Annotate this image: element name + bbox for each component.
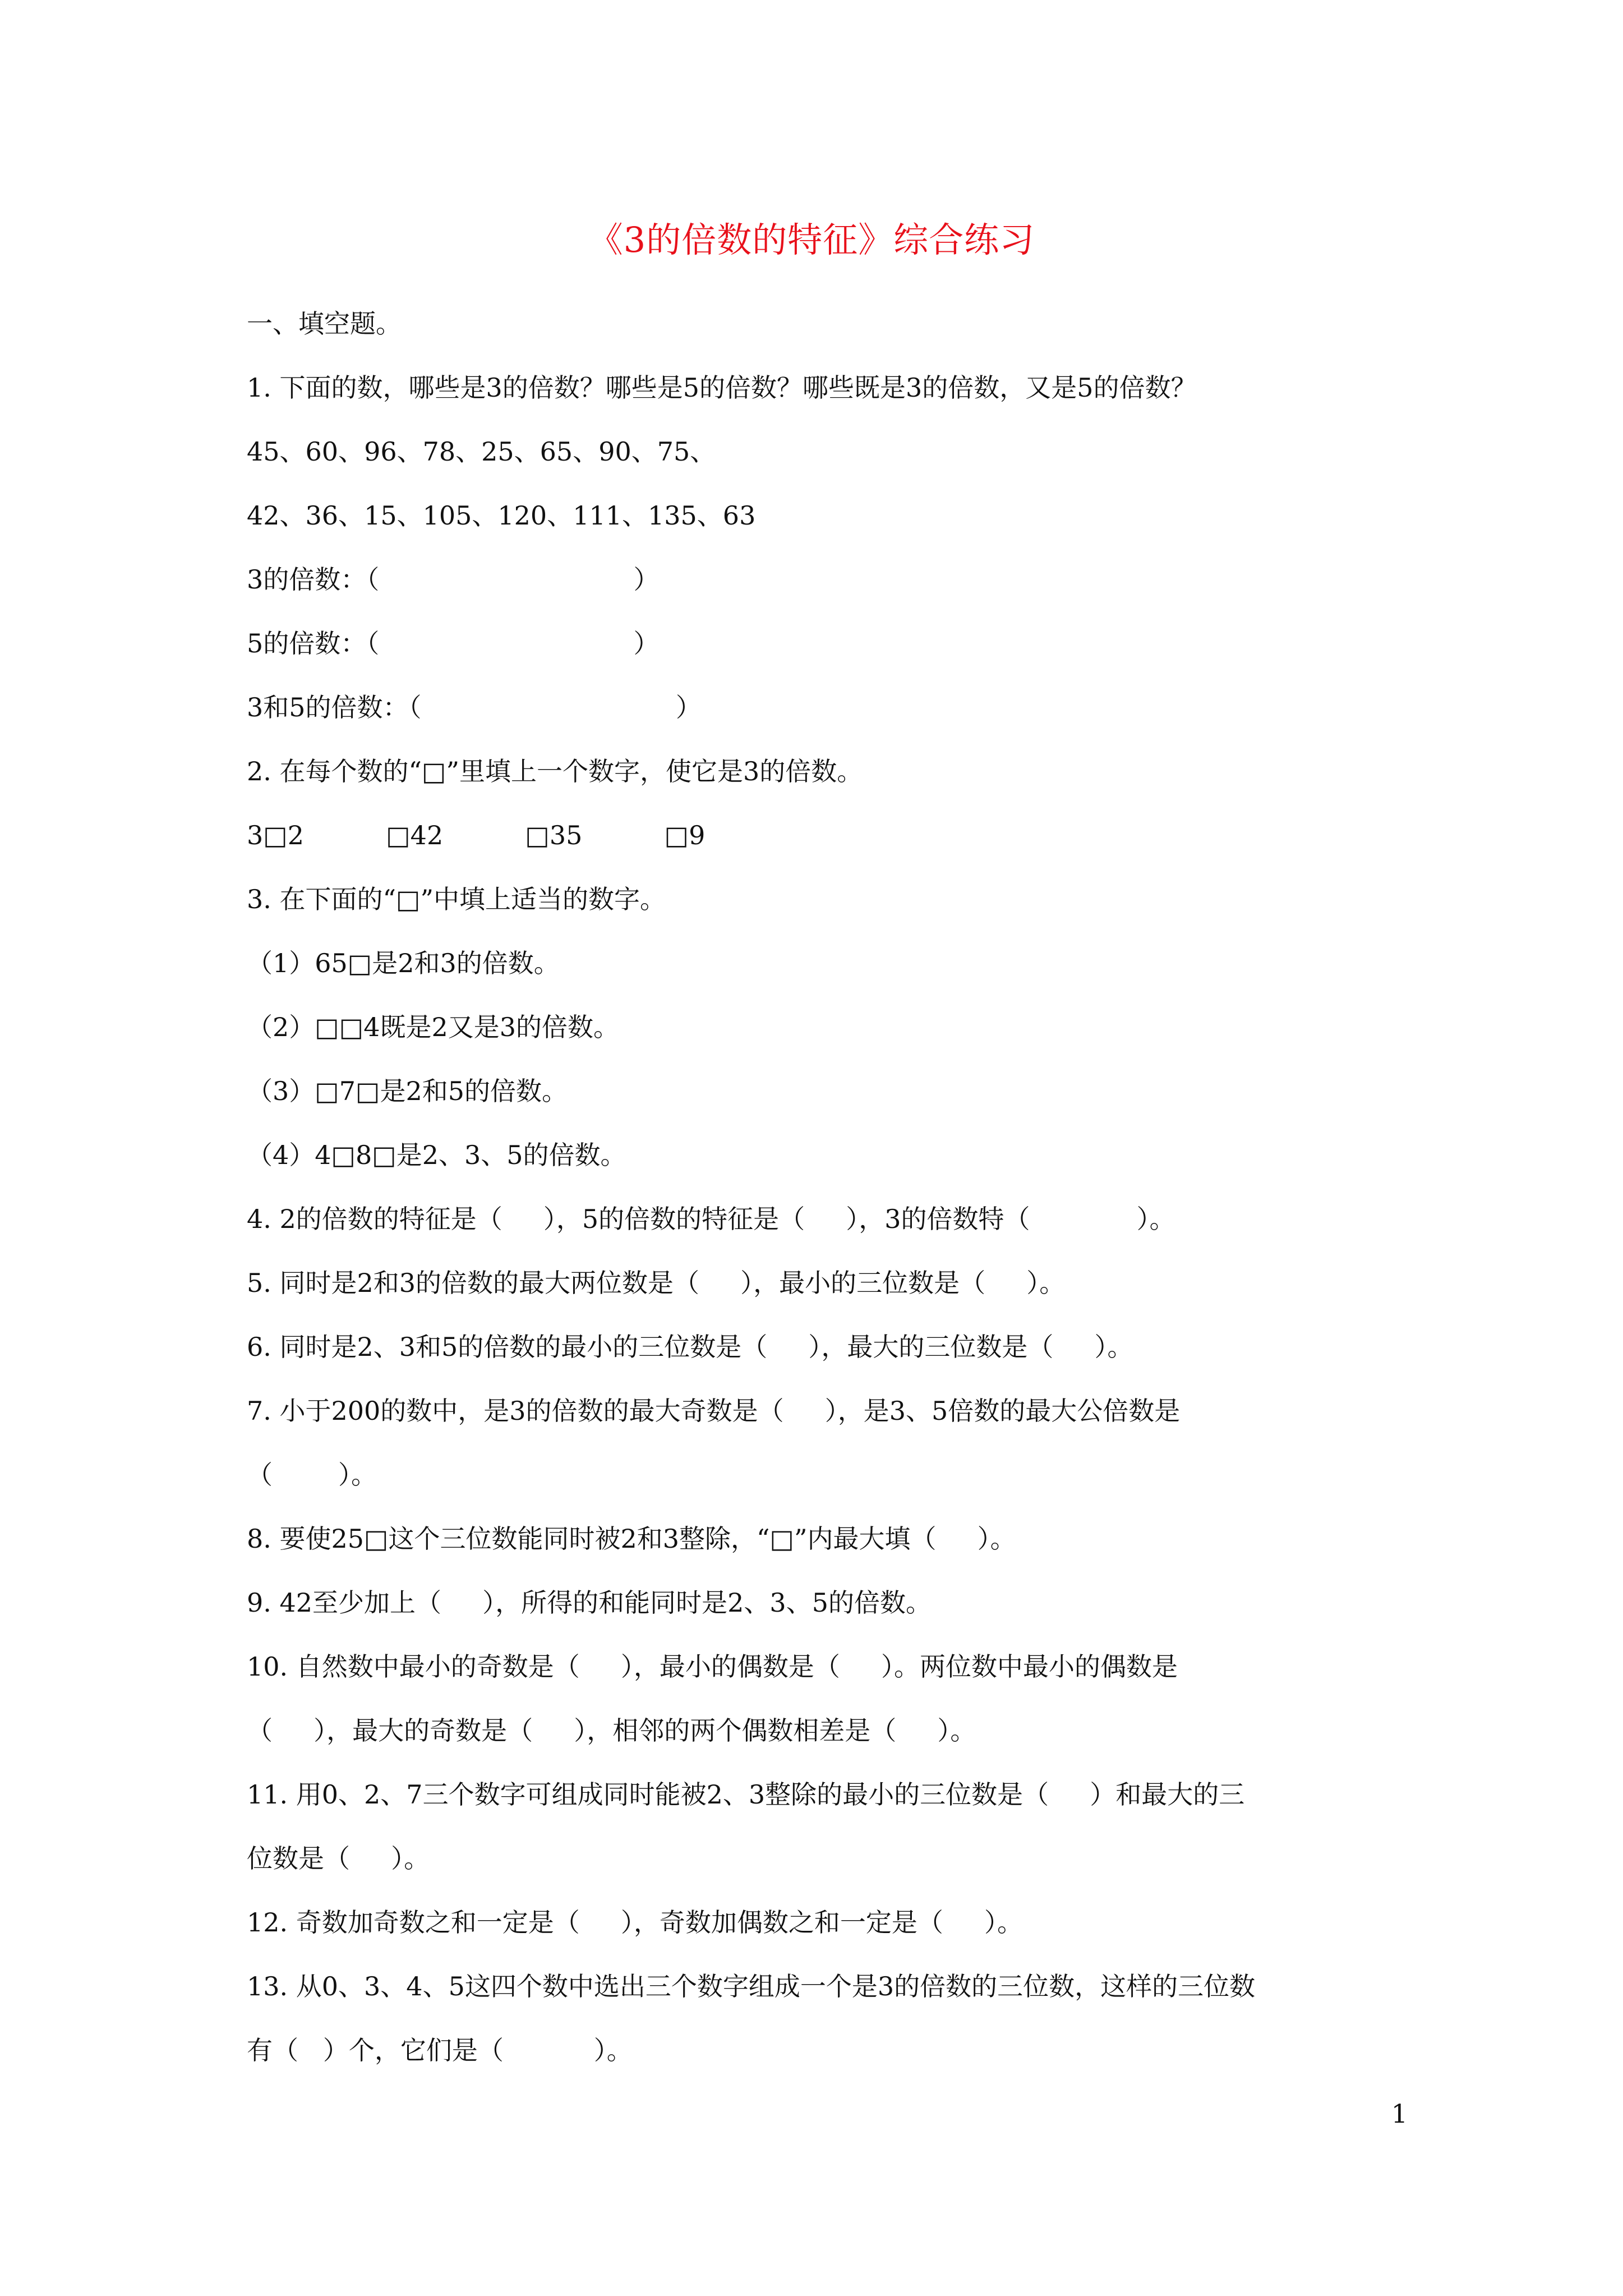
question-12-text: 12. 奇数加奇数之和一定是（ ），奇数加偶数之和一定是（ ）。: [247, 1907, 1023, 1938]
question-3-text: 3. 在下面的“□”中填上适当的数字。: [247, 884, 666, 914]
section-heading: 一、填空题。: [247, 309, 402, 339]
question-11-text: 11. 用0、2、7三个数字可组成同时能被2、3整除的最小的三位数是（ ）和最大的三: [247, 1779, 1245, 1810]
number-list-1: 45、60、96、78、25、65、90、75、: [247, 436, 716, 467]
question-2-text: 2. 在每个数的“□”里填上一个数字，使它是3的倍数。: [247, 756, 863, 786]
number-list-2: 42、36、15、105、120、111、135、63: [247, 500, 756, 531]
question-5-text: 5. 同时是2和3的倍数的最大两位数是（ ），最小的三位数是（ ）。: [247, 1268, 1066, 1298]
answer-line-multiples-of-3-and-5: 3和5的倍数：（ ）: [247, 692, 702, 723]
question-6-text: 6. 同时是2、3和5的倍数的最小的三位数是（ ），最大的三位数是（ ）。: [247, 1332, 1133, 1362]
question-10-text: 10. 自然数中最小的奇数是（ ），最小的偶数是（ ）。两位数中最小的偶数是: [247, 1651, 1178, 1682]
exercise-content: [247, 292, 1402, 2082]
question-9-text: 9. 42至少加上（ ），所得的和能同时是2、3、5的倍数。: [247, 1588, 932, 1618]
question-7-text: 7. 小于200的数中，是3的倍数的最大奇数是（ ），是3、5倍数的最大公倍数是: [247, 1396, 1181, 1426]
question-3-item-2: （2）□□4既是2又是3的倍数。: [247, 1012, 619, 1042]
question-7-continuation: （ ）。: [247, 1460, 377, 1490]
question-3-item-4: （4）4□8□是2、3、5的倍数。: [247, 1140, 626, 1170]
question-2-numbers: 3□2 □42 □35 □9: [247, 820, 706, 850]
question-10-continuation: （ ），最大的奇数是（ ），相邻的两个偶数相差是（ ）。: [247, 1715, 976, 1746]
question-4-text: 4. 2的倍数的特征是（ ），5的倍数的特征是（ ），3的倍数特（ ）。: [247, 1204, 1175, 1234]
page-title: 《3的倍数的特征》综合练习: [588, 219, 1035, 260]
question-8-text: 8. 要使25□这个三位数能同时被2和3整除，“□”内最大填（ ）。: [247, 1524, 1016, 1554]
question-3-item-1: （1）65□是2和3的倍数。: [247, 948, 560, 978]
answer-line-multiples-of-3: 3的倍数：（ ）: [247, 564, 660, 595]
question-1-text: 1. 下面的数，哪些是3的倍数？哪些是5的倍数？哪些既是3的倍数，又是5的倍数？: [247, 372, 1197, 403]
page-number: 1: [1391, 2099, 1408, 2129]
answer-line-multiples-of-5: 5的倍数：（ ）: [247, 628, 660, 659]
question-13-text: 13. 从0、3、4、5这四个数中选出三个数字组成一个是3的倍数的三位数，这样的三位数: [247, 1971, 1256, 2001]
question-11-continuation: 位数是（ ）。: [247, 1843, 430, 1874]
question-13-continuation: 有（ ）个，它们是（ ）。: [247, 2035, 633, 2065]
question-3-item-3: （3）□7□是2和5的倍数。: [247, 1076, 568, 1106]
